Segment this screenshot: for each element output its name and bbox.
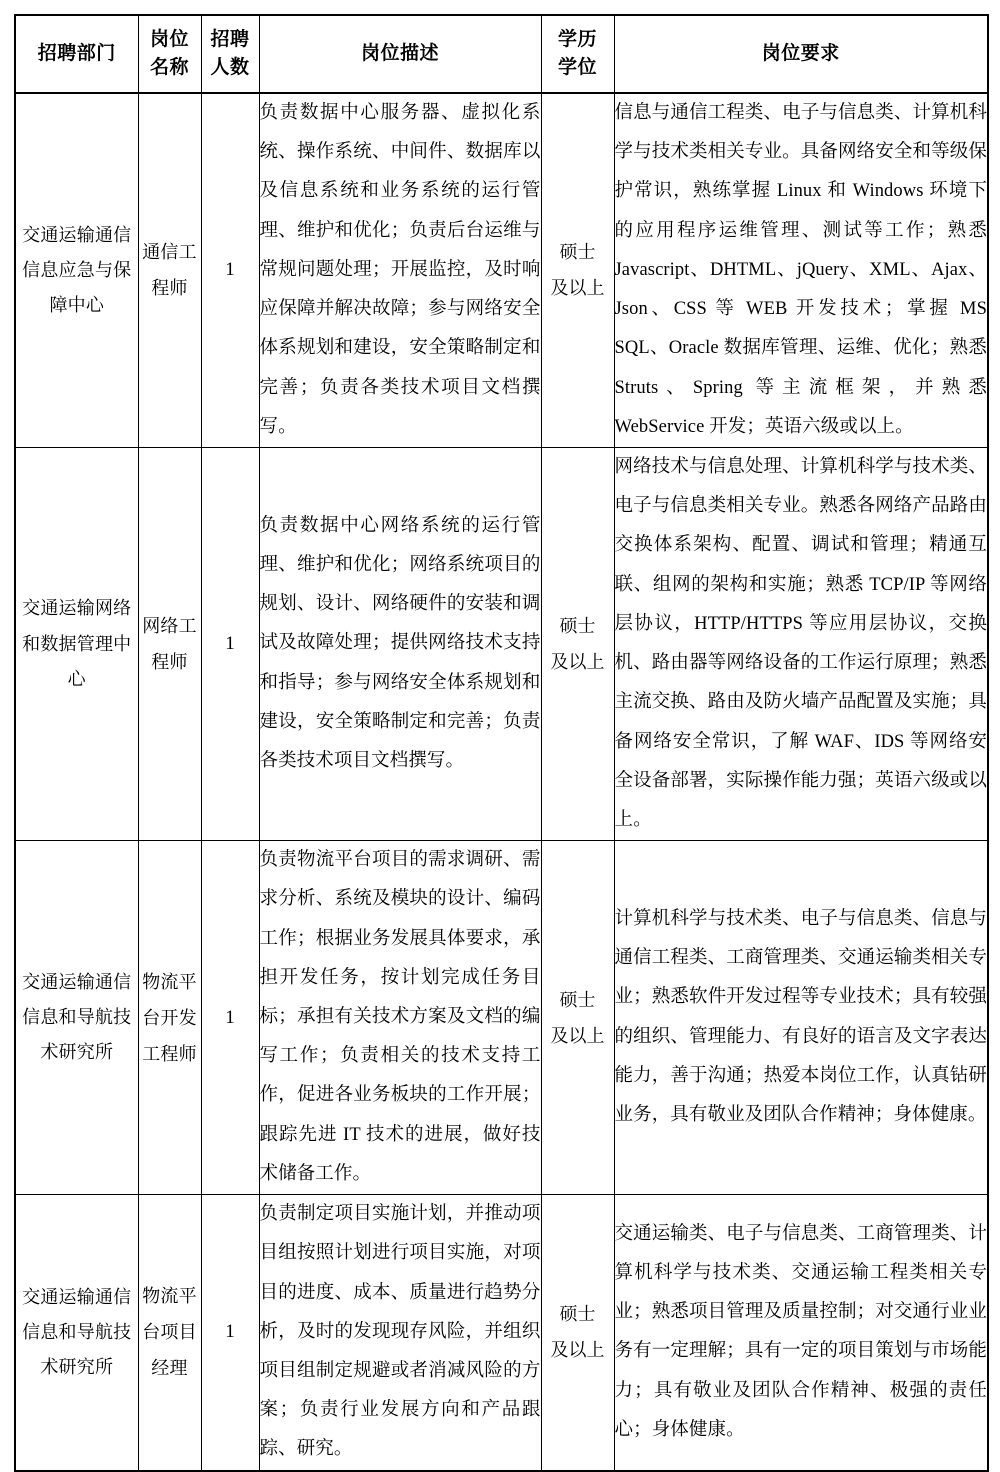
recruitment-table: [14, 14, 989, 1472]
education-line2: 及以上: [550, 278, 605, 299]
cell-education: [541, 841, 614, 1195]
cell-headcount: 1: [201, 1195, 259, 1471]
education-line1: 硕士: [559, 242, 596, 263]
cell-education: [541, 93, 614, 447]
header-dept-line1: 招聘部门: [37, 42, 116, 64]
cell-job-title: 通信工程师: [138, 93, 201, 447]
header-req-line1: 岗位要求: [761, 42, 840, 64]
cell-job-title: 物流平台开发工程师: [138, 841, 201, 1195]
cell-headcount: 1: [201, 447, 259, 840]
cell-department: 交通运输网络和数据管理中心: [15, 447, 138, 840]
header-cell-title: [138, 15, 201, 93]
cell-job-description: 负责数据中心服务器、虚拟化系统、操作系统、中间件、数据库以及信息系统和业务系统的运行管理、维护和优化；负责后台运维与常规问题处理；开展监控，及时响应保障并解决故障；参与网络安全体系规划和建设，安全策略制定和完善；负责各类技术项目文档撰写。: [259, 93, 541, 447]
education-line1: 硕士: [559, 989, 596, 1010]
cell-job-description: 负责制定项目实施计划，并推动项目组按照计划进行项目实施，对项目的进度、成本、质量进行趋势分析，及时的发现现存风险，并组织项目组制定规避或者消减风险的方案；负责行业发展方向和产品跟踪、研究。: [259, 1195, 541, 1471]
education-line1: 硕士: [559, 616, 596, 637]
cell-job-title: 物流平台项目经理: [138, 1195, 201, 1471]
header-cell-description: [259, 15, 541, 93]
cell-education: [541, 447, 614, 840]
table-row: [15, 93, 988, 447]
header-row: [15, 15, 988, 93]
cell-job-title: 网络工程师: [138, 447, 201, 840]
cell-job-description: 负责物流平台项目的需求调研、需求分析、系统及模块的设计、编码工作；根据业务发展具体要求，承担开发任务，按计划完成任务目标；承担有关技术方案及文档的编写工作；负责相关的技术支持工作，促进各业务板块的工作开展；跟踪先进 IT 技术的进展，做好技术储备工作。: [259, 841, 541, 1195]
cell-job-requirements: 计算机科学与技术类、电子与信息类、信息与通信工程类、工商管理类、交通运输类相关专业；熟悉软件开发过程等专业技术；具有较强的组织、管理能力、有良好的语言及文字表达能力，善于沟通；热爱本岗位工作，认真钻研业务，具有敬业及团队合作精神；身体健康。: [614, 841, 988, 1195]
cell-job-requirements: 信息与通信工程类、电子与信息类、计算机科学与技术类相关专业。具备网络安全和等级保护常识，熟练掌握 Linux 和 Windows 环境下的应用程序运维管理、测试等工作；熟悉 Javascript、DHTML、jQuery、XML、Ajax、Json、CSS 等 WEB 开发技术；掌握 MS SQL、Oracle 数据库管理、运维、优化；熟悉 Struts、Spring 等主流框架，并熟悉 WebService 开发；英语六级或以上。: [614, 93, 988, 447]
header-cell-dept: [15, 15, 138, 93]
cell-education: [541, 1195, 614, 1471]
cell-job-description: 负责数据中心网络系统的运行管理、维护和优化；网络系统项目的规划、设计、网络硬件的安装和调试及故障处理；提供网络技术支持和指导；参与网络安全体系规划和建设，安全策略制定和完善；负责各类技术项目文档撰写。: [259, 447, 541, 840]
header-title-line1: 岗位: [149, 28, 189, 50]
header-count-line2: 人数: [210, 57, 250, 78]
cell-department: 交通运输通信信息应急与保障中心: [15, 93, 138, 447]
cell-headcount: 1: [201, 841, 259, 1195]
education-line1: 硕士: [559, 1304, 596, 1325]
education-line2: 及以上: [550, 652, 605, 673]
table-row: [15, 447, 988, 840]
cell-department: 交通运输通信信息和导航技术研究所: [15, 841, 138, 1195]
table-body: [15, 93, 988, 1471]
header-count-line1: 招聘: [210, 28, 250, 50]
table-row: [15, 1195, 988, 1471]
cell-job-requirements: 网络技术与信息处理、计算机科学与技术类、电子与信息类相关专业。熟悉各网络产品路由交换体系架构、配置、调试和管理；精通互联、组网的架构和实施；熟悉 TCP/IP 等网络层协议，HTTP/HTTPS 等应用层协议，交换机、路由器等网络设备的工作运行原理；熟悉主流交换、路由及防火墙产品配置及实施；具备网络安全常识，了解 WAF、IDS 等网络安全设备部署，实际操作能力强；英语六级或以上。: [614, 447, 988, 840]
header-cell-count: [201, 15, 259, 93]
header-desc-line1: 岗位描述: [360, 42, 439, 64]
header-edu-line2: 学位: [557, 57, 597, 78]
header-edu-line1: 学历: [557, 28, 597, 50]
education-line2: 及以上: [550, 1025, 605, 1046]
cell-department: 交通运输通信信息和导航技术研究所: [15, 1195, 138, 1471]
header-title-line2: 名称: [149, 57, 189, 78]
education-line2: 及以上: [550, 1340, 605, 1361]
table-header: [15, 15, 988, 93]
cell-headcount: 1: [201, 93, 259, 447]
table-row: [15, 841, 988, 1195]
header-cell-education: [541, 15, 614, 93]
header-cell-requirements: [614, 15, 988, 93]
cell-job-requirements: 交通运输类、电子与信息类、工商管理类、计算机科学与技术类、交通运输工程类相关专业；熟悉项目管理及质量控制；对交通行业业务有一定理解；具有一定的项目策划与市场能力；具有敬业及团队合作精神、极强的责任心；身体健康。: [614, 1195, 988, 1471]
